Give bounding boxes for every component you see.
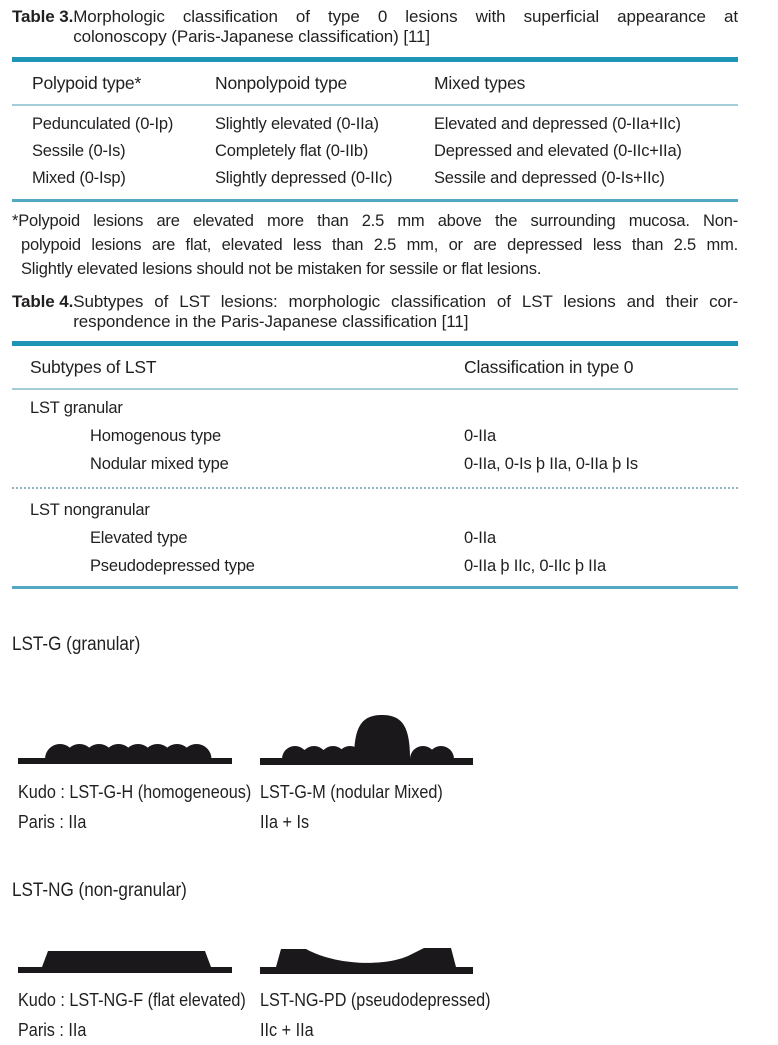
table3-footnote [12, 209, 738, 281]
table4-item-value: 0-IIa [464, 427, 497, 445]
lst-ng-f-labels [18, 985, 260, 1045]
table3-cell: Sessile and depressed (0-Is+IIc) [434, 169, 665, 187]
table3-cell: Slightly elevated (0-IIa) [215, 115, 379, 133]
lst-ng-section [12, 880, 738, 1045]
lst-ng-heading: LST-NG (non-granular) [12, 880, 187, 901]
table-row [12, 111, 738, 138]
table4-label: Table 4. [12, 292, 74, 311]
table3-cell: Slightly depressed (0-IIc) [215, 169, 393, 187]
table4-item-name: Nodular mixed type [90, 455, 229, 473]
table3-label: Table 3. [12, 7, 74, 26]
table4 [12, 341, 738, 589]
table3-caption [12, 7, 738, 46]
lst-g-m-labels [260, 777, 590, 837]
table3-caption-text [73, 7, 738, 46]
table4-item-value: 0-IIa [464, 529, 497, 547]
lst-ng-pd-diagram-icon [260, 942, 473, 974]
table3-bottom-rule [12, 199, 738, 202]
table3-cell: Sessile (0-Is) [32, 142, 126, 160]
kudo-label: LST-G-M (nodular Mixed) [260, 782, 443, 802]
table4-header-row [12, 346, 738, 388]
table4-item-value: 0-IIa, 0-Is þ IIa, 0-IIa þ Is [464, 455, 638, 473]
lst-g-m-figure [260, 688, 590, 766]
table3-cell: Depressed and elevated (0-IIc+IIa) [434, 142, 682, 160]
lst-g-h-figure [18, 708, 260, 766]
table4-bottom-rule [12, 586, 738, 589]
table3-body [12, 106, 738, 199]
lst-ng-figure-row [12, 942, 738, 974]
table4-item-name: Pseudodepressed type [90, 557, 255, 575]
table4-item-name: Homogenous type [90, 427, 221, 445]
table3-caption-line2: colonoscopy (Paris-Japanese classification) [11] [73, 26, 431, 46]
table-row [12, 450, 738, 478]
table4-caption-line1: Subtypes of LST lesions: morphologic classification of LST lesions and their cor- [73, 292, 738, 311]
lst-g-m-diagram-icon [260, 688, 473, 766]
lst-ng-labels-row [12, 974, 738, 1045]
lst-ng-f-figure [18, 944, 260, 974]
lst-ng-pd-labels [260, 985, 590, 1045]
table-row [12, 165, 738, 192]
footnote-line2: polypoid lesions are flat, elevated less than 2.5 mm, or are depressed less than 2.5 mm. [21, 236, 738, 254]
table-row [12, 552, 738, 580]
table3-cell: Completely flat (0-IIb) [215, 142, 369, 160]
lst-g-section [12, 634, 738, 837]
table3-cell: Pedunculated (0-Ip) [32, 115, 174, 133]
paris-label: Paris : IIa [18, 812, 87, 832]
table-row [12, 524, 738, 552]
lst-g-heading: LST-G (granular) [12, 634, 141, 655]
footnote-line3: Slightly elevated lesions should not be mistaken for sessile or flat lesions. [21, 260, 542, 278]
table-row [12, 422, 738, 450]
table3-header-row [12, 62, 738, 104]
article-page [12, 0, 738, 1045]
table3-cell: Mixed (0-Isp) [32, 169, 126, 187]
lst-g-labels-row [12, 766, 738, 837]
table4-caption-text [73, 292, 738, 331]
table4-caption-line2: respondence in the Paris-Japanese classification [11] [73, 311, 469, 331]
table-row [12, 138, 738, 165]
footnote-line1: *Polypoid lesions are elevated more than 2.5 mm above the surrounding mucosa. Non- [12, 212, 738, 230]
table3-col-header-mixed: Mixed types [434, 73, 526, 93]
paris-label: IIc + IIa [260, 1020, 314, 1040]
table4-dotted-divider [12, 487, 738, 489]
table4-group-header: LST granular [30, 399, 123, 417]
paris-label: Paris : IIa [18, 1020, 87, 1040]
table4-caption [12, 292, 738, 331]
table4-group-granular [12, 390, 738, 484]
kudo-label: Kudo : LST-G-H (homogeneous) [18, 782, 252, 802]
lst-g-h-labels [18, 777, 260, 837]
lst-ng-f-diagram-icon [18, 944, 232, 974]
table3-cell: Elevated and depressed (0-IIa+IIc) [434, 115, 681, 133]
table4-group-header: LST nongranular [30, 501, 150, 519]
table4-group-nongranular [12, 492, 738, 586]
lst-g-figure-row [12, 688, 738, 766]
table3-col-header-nonpolypoid: Nonpolypoid type [215, 73, 348, 93]
table4-col-header-subtypes: Subtypes of LST [30, 357, 157, 377]
kudo-label: Kudo : LST-NG-F (flat elevated) [18, 990, 246, 1010]
kudo-label: LST-NG-PD (pseudodepressed) [260, 990, 491, 1010]
table3-col-header-polypoid: Polypoid type* [32, 73, 142, 93]
table3 [12, 57, 738, 202]
paris-label: IIa + Is [260, 812, 310, 832]
table4-col-header-classification: Classification in type 0 [464, 357, 634, 377]
table4-item-name: Elevated type [90, 529, 188, 547]
table3-caption-line1: Morphologic classification of type 0 lesions with superficial appearance at [73, 7, 738, 26]
table4-item-value: 0-IIa þ IIc, 0-IIc þ IIa [464, 557, 606, 575]
lst-ng-pd-figure [260, 942, 590, 974]
lst-g-h-diagram-icon [18, 708, 232, 766]
